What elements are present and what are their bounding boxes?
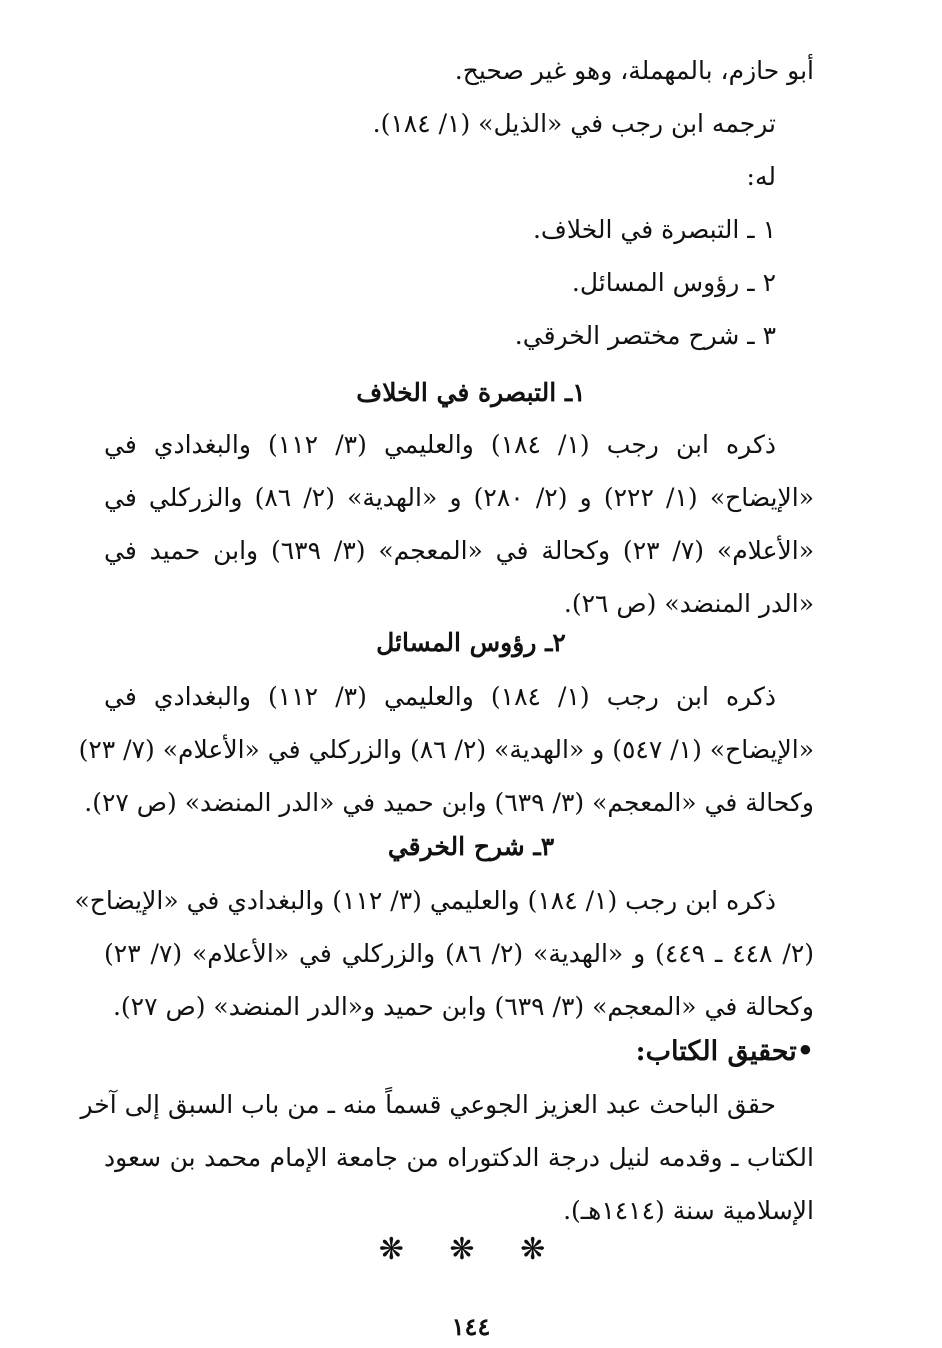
text-line: الإسلامية سنة (١٤١٤هـ). bbox=[563, 1196, 814, 1225]
section-body bbox=[104, 418, 814, 630]
section-separator: ❋ ❋ ❋ bbox=[378, 1232, 564, 1267]
text-line: «الإيضاح» (١/ ٥٤٧) و «الهدية» (٢/ ٨٦) والزركلي في «الأعلام» (٧/ ٢٣) bbox=[78, 735, 814, 764]
text-line: ترجمه ابن رجب في «الذيل» (١/ ١٨٤). bbox=[372, 109, 776, 138]
section-heading: ١ـ التبصرة في الخلاف bbox=[356, 378, 586, 407]
text-line: وكحالة في «المعجم» (٣/ ٦٣٩) وابن حميد و«الدر المنضد» (ص ٢٧). bbox=[112, 992, 814, 1021]
text-line: حقق الباحث عبد العزيز الجوعي قسماً منه ـ من باب السبق إلى آخر bbox=[80, 1090, 776, 1119]
list-item: ٣ ـ شرح مختصر الخرقي. bbox=[514, 321, 776, 350]
list-item: ٢ ـ رؤوس المسائل. bbox=[571, 268, 776, 297]
text-line: «الإيضاح» (١/ ٢٢٢) و (٢/ ٢٨٠) و «الهدية» (٢/ ٨٦) والزركلي في bbox=[104, 483, 815, 512]
section-body bbox=[74, 874, 815, 1033]
text-line: أبو حازم، بالمهملة، وهو غير صحيح. bbox=[454, 56, 814, 85]
text-line: الكتاب ـ وقدمه لنيل درجة الدكتوراه من جامعة الإمام محمد بن سعود bbox=[104, 1143, 814, 1172]
tahqiq-body bbox=[80, 1078, 814, 1237]
intro-block bbox=[104, 44, 814, 362]
text-line: ذكره ابن رجب (١/ ١٨٤) والعليمي (٣/ ١١٢) والبغدادي في bbox=[104, 682, 776, 711]
text-line: ذكره ابن رجب (١/ ١٨٤) والعليمي (٣/ ١١٢) والبغدادي في «الإيضاح» bbox=[74, 886, 776, 915]
section-heading: ٣ـ شرح الخرقي bbox=[387, 832, 555, 861]
tahqiq-heading: •تحقيق الكتاب: bbox=[635, 1036, 814, 1067]
text-line: (٢/ ٤٤٨ ـ ٤٤٩) و «الهدية» (٢/ ٨٦) والزركلي في «الأعلام» (٧/ ٢٣) bbox=[104, 939, 815, 968]
text-line: «الدر المنضد» (ص ٢٦). bbox=[563, 589, 814, 618]
text-line: «الأعلام» (٧/ ٢٣) وكحالة في «المعجم» (٣/ ٦٣٩) وابن حميد في bbox=[104, 536, 815, 565]
text-line: ذكره ابن رجب (١/ ١٨٤) والعليمي (٣/ ١١٢) والبغدادي في bbox=[104, 430, 776, 459]
section-heading: ٢ـ رؤوس المسائل bbox=[376, 628, 566, 657]
page-number: ١٤٤ bbox=[451, 1312, 491, 1341]
text-line: وكحالة في «المعجم» (٣/ ٦٣٩) وابن حميد في «الدر المنضد» (ص ٢٧). bbox=[84, 788, 814, 817]
text-line: له: bbox=[746, 162, 776, 191]
list-item: ١ ـ التبصرة في الخلاف. bbox=[532, 215, 776, 244]
section-body bbox=[78, 670, 814, 829]
